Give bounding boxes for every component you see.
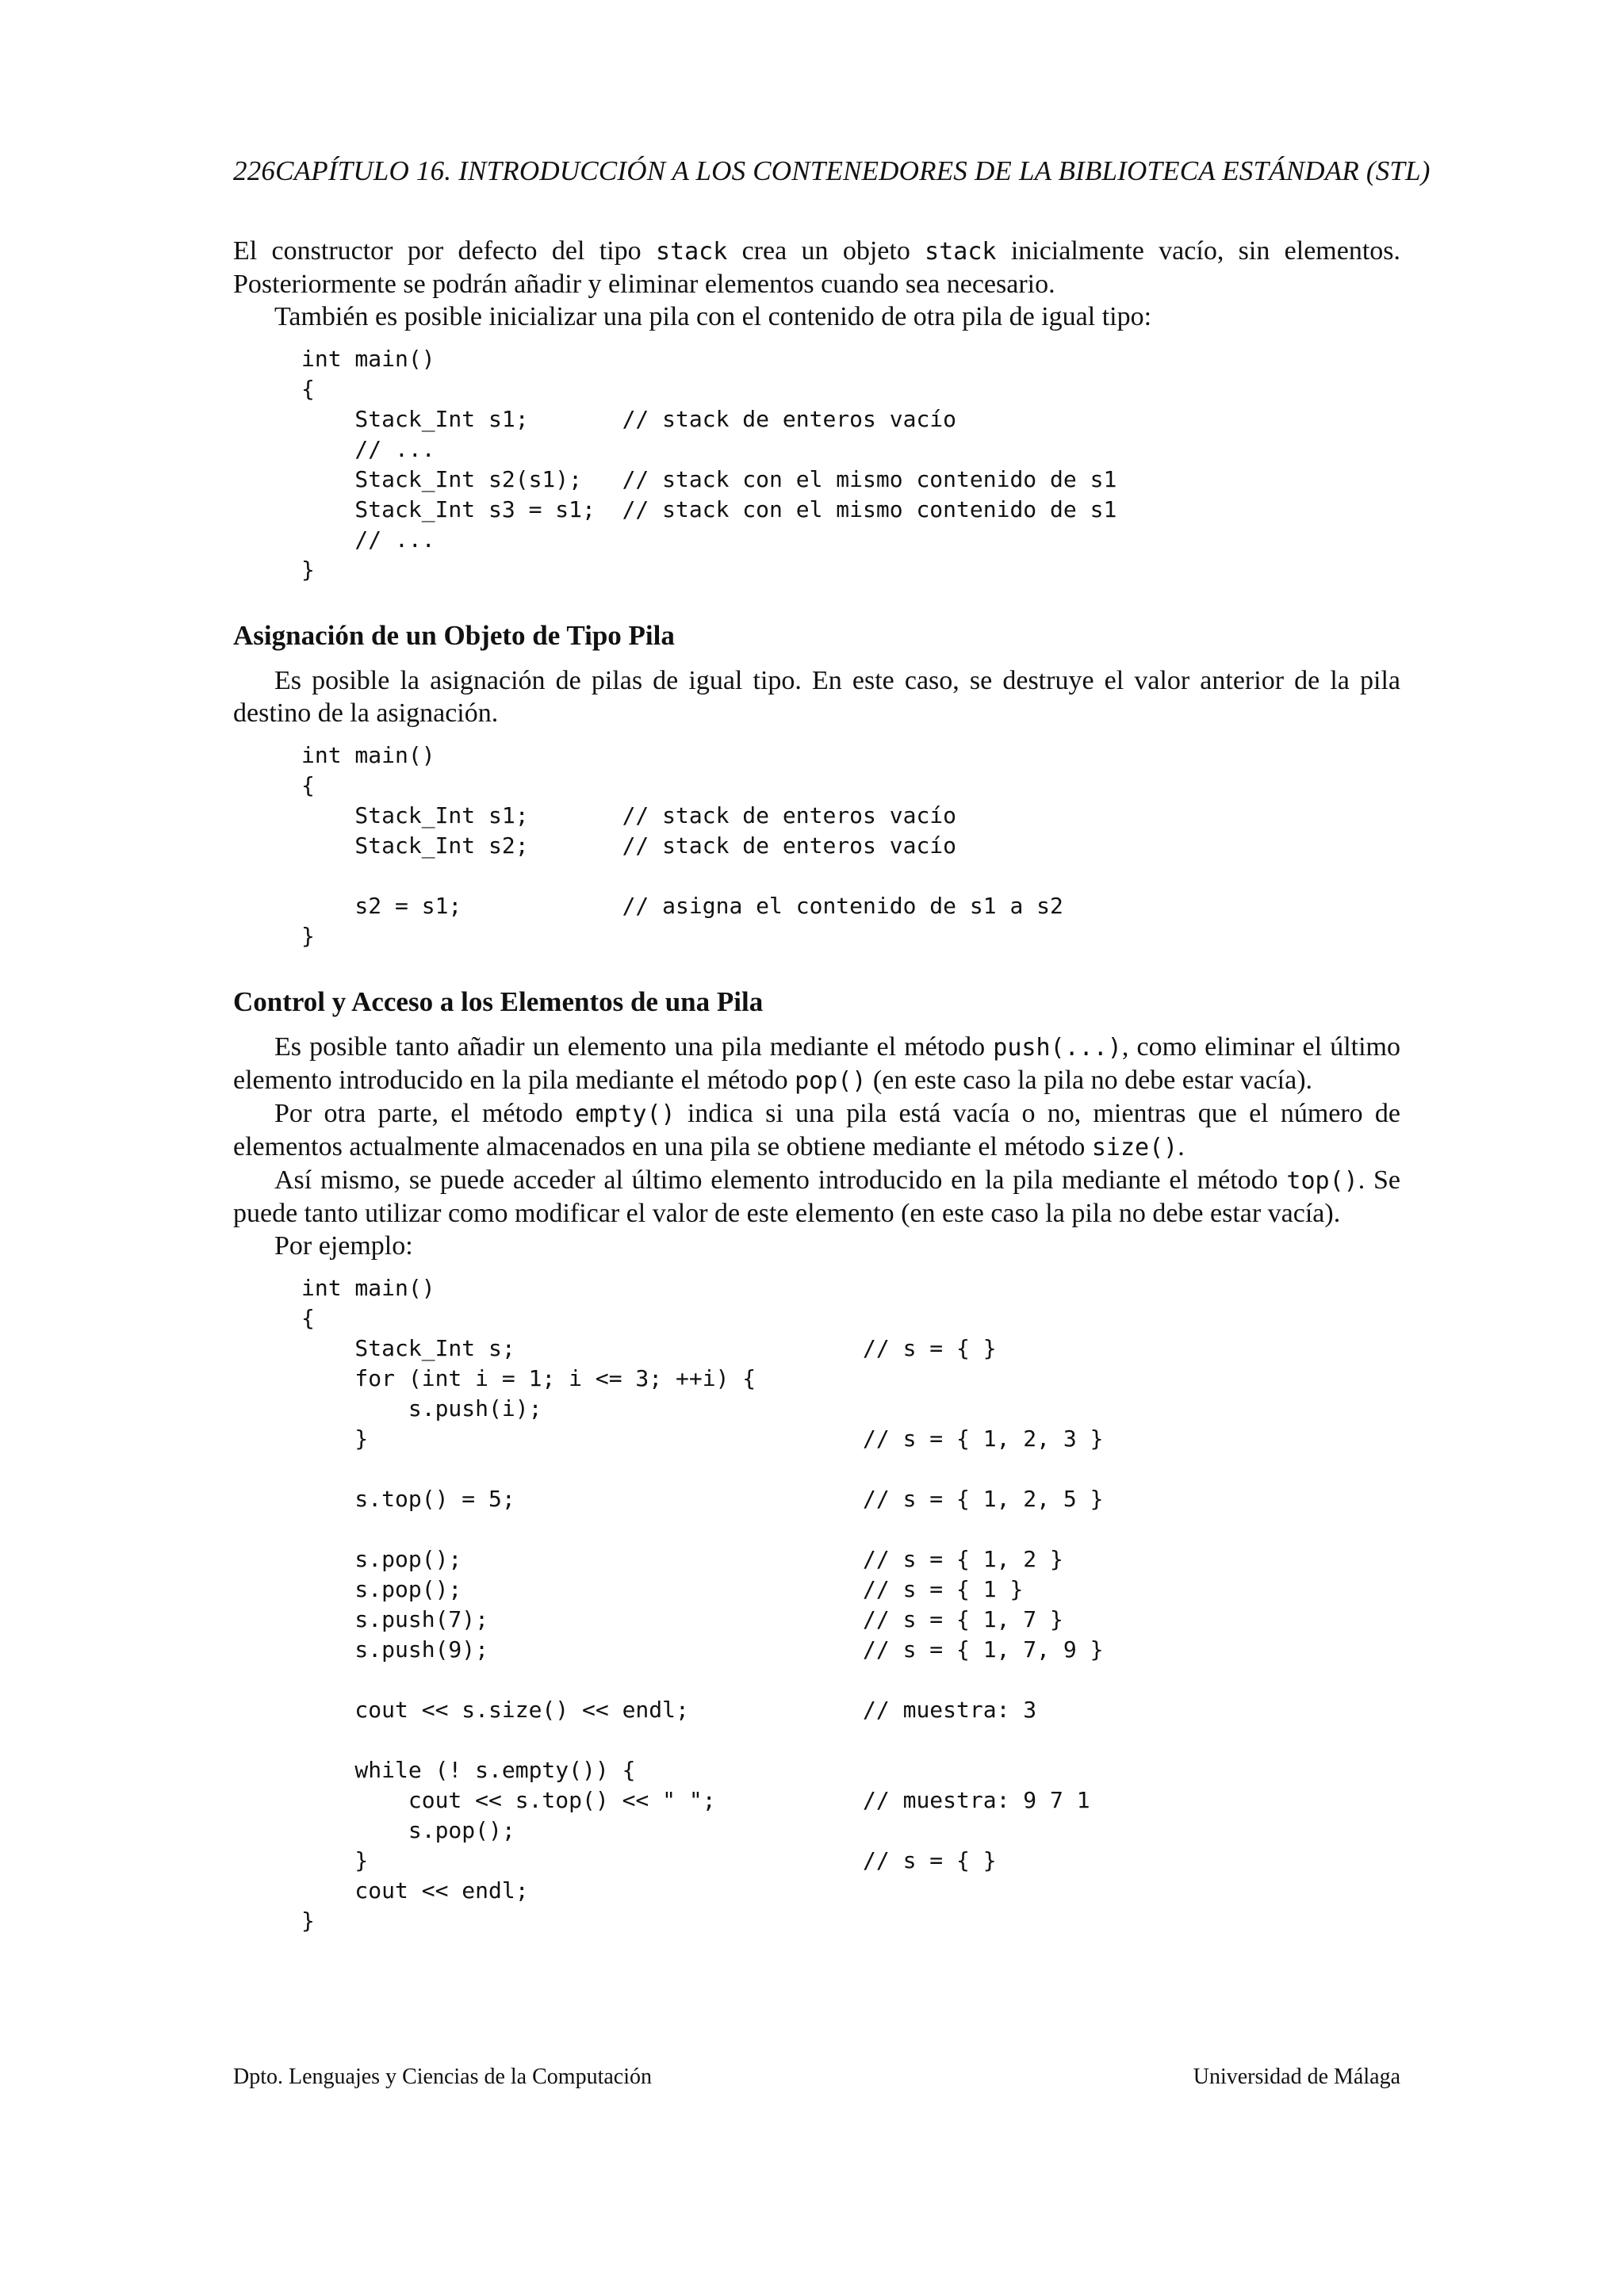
page-body (233, 235, 1400, 1936)
inline-code: push(...) (993, 1034, 1122, 1062)
intro-paragraph-1 (233, 235, 1400, 300)
running-header (233, 155, 1431, 187)
inline-code: size() (1091, 1134, 1178, 1161)
text-run: Por otra parte, el método (274, 1099, 576, 1128)
control-paragraph-3 (233, 1164, 1400, 1230)
text-run: . Se puede tanto utilizar como modificar el valor de este elemento (en este caso la pila no debe estar vacía). (233, 1165, 1400, 1228)
page-number: 226 (233, 155, 276, 186)
control-paragraph-4: Por ejemplo: (274, 1231, 413, 1261)
text-run: , como eliminar el último elemento introducido en la pila mediante el método (233, 1032, 1400, 1095)
text-run: (en este caso la pila no debe estar vacía). (866, 1066, 1313, 1095)
section-title-assignment: Asignación de un Objeto de Tipo Pila (233, 620, 675, 651)
code-block-copy-constructor: int main() { Stack_Int s1; // stack de enteros vacío // ... Stack_Int s2(s1); // stack con el mismo contenido de s1 Stack_Int s3 = s1; // stack con el mismo contenido de s1 // ... } (301, 346, 1117, 583)
text-run: inicialmente vacío, sin elementos. Posteriormente se podrán añadir y eliminar elementos cuando sea necesario. (233, 236, 1400, 299)
inline-code: pop() (795, 1067, 867, 1095)
assignment-paragraph: Es posible la asignación de pilas de igual tipo. En este caso, se destruye el valor anterior de la pila destino de la asignación. (233, 666, 1400, 728)
inline-code: stack (655, 238, 728, 266)
inline-code: top() (1286, 1167, 1358, 1195)
code-block-assignment: int main() { Stack_Int s1; // stack de enteros vacío Stack_Int s2; // stack de enteros vacío s2 = s1; // asigna el contenido de s1 a s2 } (301, 742, 1063, 949)
text-run: Es posible tanto añadir un elemento una pila mediante el método (274, 1032, 994, 1062)
inline-code: stack (925, 238, 997, 266)
text-run: El constructor por defecto del tipo (233, 236, 656, 266)
footer-department: Dpto. Lenguajes y Ciencias de la Computación (233, 2064, 652, 2089)
chapter-title: CAPÍTULO 16. INTRODUCCIÓN A LOS CONTENEDORES DE LA BIBLIOTECA ESTÁNDAR (STL) (275, 155, 1431, 186)
control-paragraph-1 (233, 1031, 1400, 1097)
text-run: . (1178, 1132, 1185, 1161)
control-paragraph-2 (233, 1097, 1400, 1164)
page-footer (233, 2064, 1400, 2090)
section-title-control: Control y Acceso a los Elementos de una Pila (233, 986, 764, 1017)
inline-code: empty() (575, 1100, 676, 1128)
text-run: Así mismo, se puede acceder al último elemento introducido en la pila mediante el método (274, 1165, 1287, 1195)
footer-university: Universidad de Málaga (1193, 2064, 1400, 2089)
code-block-example: int main() { Stack_Int s; // s = { } for (int i = 1; i <= 3; ++i) { s.push(i); } // s = { 1, 2, 3 } s.top() = 5; // s = { 1, 2, 5 } s.pop(); // s = { 1, 2 } s.pop(); // s = { 1 } s.push(7); // s = { 1, 7 } s.push(9); // s = { 1, 7, 9 } cout << s.size() << endl; // muestra: 3 while (! s.empty()) { cout << s.top() << " "; // muestra: 9 7 1 s.pop(); } // s = { } cout << endl; } (301, 1275, 1104, 1934)
text-run: indica si una pila está vacía o no, mientras que el número de elementos actualmente almacenados en una pila se obtiene mediante el método (233, 1099, 1400, 1161)
text-run: crea un objeto (727, 236, 925, 266)
intro-paragraph-2: También es posible inicializar una pila con el contenido de otra pila de igual tipo: (274, 302, 1152, 331)
